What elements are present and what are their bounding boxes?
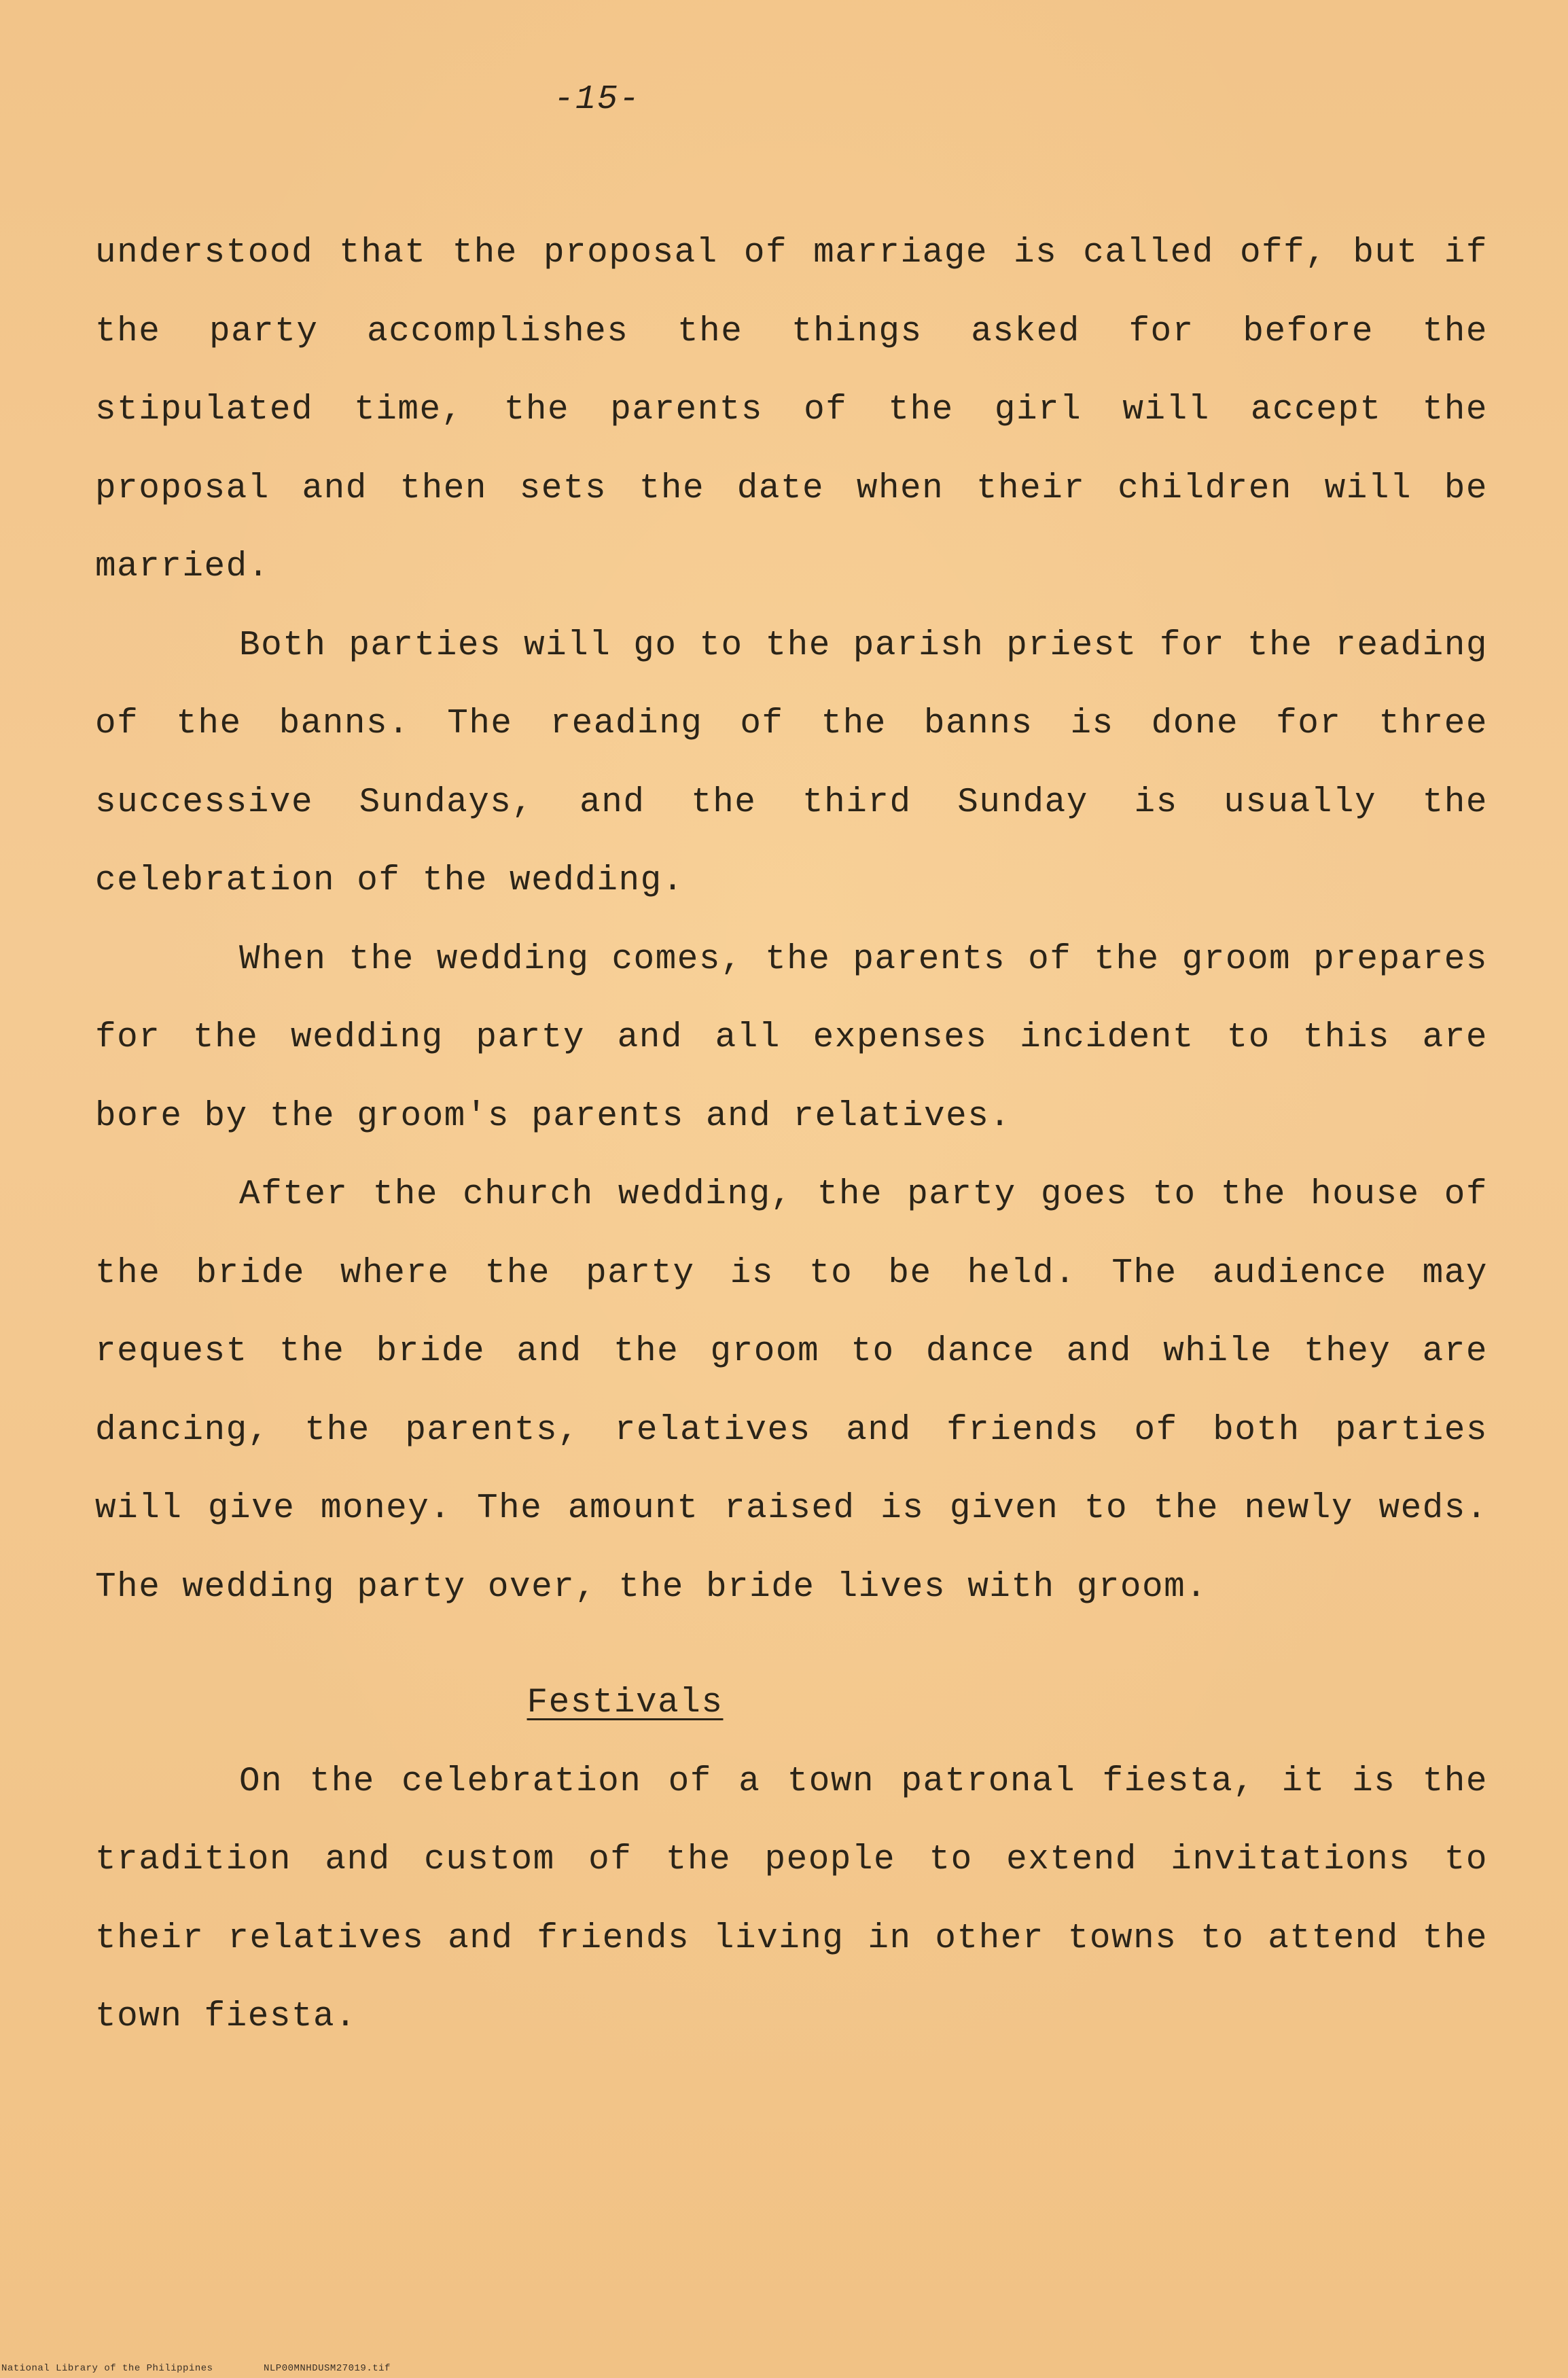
footer-library-name: National Library of the Philippines	[1, 2363, 213, 2374]
footer-filename: NLP00MNHDUSM27019.tif	[264, 2363, 391, 2374]
paragraph-banns: Both parties will go to the parish priest for the reading of the banns. The reading of the banns is done for three successive Sundays, and the third Sunday is usually the celebration of the wedding.	[95, 626, 1488, 900]
paragraph-fiesta: On the celebration of a town patronal fiesta, it is the tradition and custom of the people to extend invitations to their relatives and friends living in other towns to attend the town fiesta.	[95, 1762, 1488, 2036]
document-body	[95, 214, 1488, 2057]
page-number: -15-	[554, 80, 641, 119]
paragraph-wedding-party: After the church wedding, the party goes to the house of the bride where the party is to be held. The audience may request the bride and the groom to dance and while they are dancing, the parents, relatives and friends of both parties will give money. The amount raised is given to the newly weds. The wedding party over, the bride lives with groom.	[95, 1175, 1488, 1607]
paragraph-wedding-preparation: When the wedding comes, the parents of the groom prepares for the wedding party and all expenses incident to this are bore by the groom's parents and relatives.	[95, 940, 1488, 1136]
paragraph-marriage-proposal: understood that the proposal of marriage is called off, but if the party accomplishes the things asked for before the stipulated time, the parents of the girl will accept the proposal and then sets the date when their children will be married.	[95, 234, 1488, 586]
section-heading-festivals: Festivals	[527, 1684, 724, 1722]
archive-footer	[0, 2359, 1568, 2374]
